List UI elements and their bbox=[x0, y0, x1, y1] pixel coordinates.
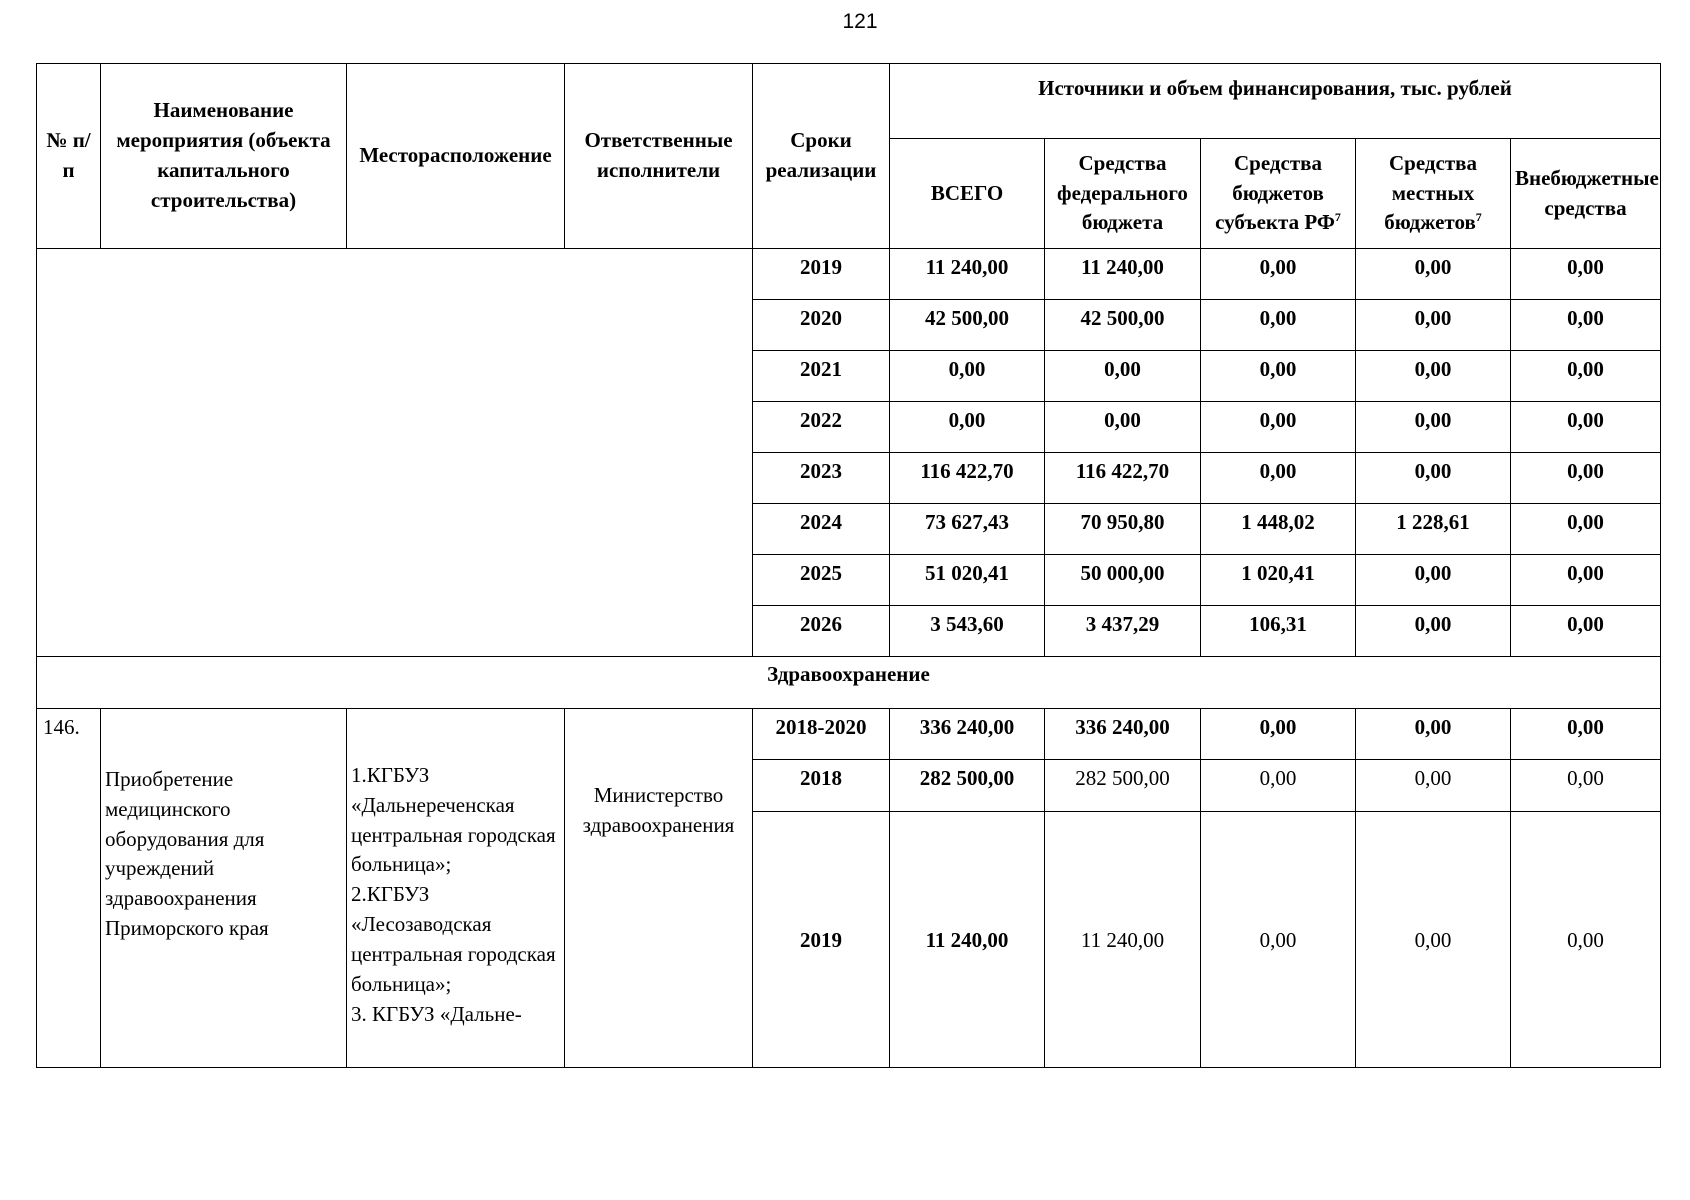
header-regional-label: Средства бюджетов субъекта РФ bbox=[1215, 150, 1335, 235]
header-local-footnote: 7 bbox=[1475, 210, 1482, 225]
header-extra: Внебюджетные средства bbox=[1511, 139, 1661, 249]
cont-year: 2022 bbox=[753, 402, 890, 453]
cont-year: 2025 bbox=[753, 555, 890, 606]
cont-regional: 0,00 bbox=[1201, 351, 1356, 402]
cont-extra: 0,00 bbox=[1511, 402, 1661, 453]
cont-regional: 1 448,02 bbox=[1201, 504, 1356, 555]
cont-total: 116 422,70 bbox=[890, 453, 1045, 504]
item-regional: 0,00 bbox=[1201, 760, 1356, 812]
item-federal: 11 240,00 bbox=[1045, 812, 1201, 1068]
item-year: 2019 bbox=[753, 812, 890, 1068]
header-period: Сроки реализации bbox=[753, 64, 890, 249]
cont-regional: 0,00 bbox=[1201, 402, 1356, 453]
cont-extra: 0,00 bbox=[1511, 606, 1661, 657]
financing-table bbox=[36, 63, 1661, 1068]
cont-total: 11 240,00 bbox=[890, 249, 1045, 300]
item-federal: 282 500,00 bbox=[1045, 760, 1201, 812]
cont-total: 0,00 bbox=[890, 351, 1045, 402]
cont-blank-cell bbox=[37, 249, 753, 657]
cont-total: 51 020,41 bbox=[890, 555, 1045, 606]
cont-regional: 106,31 bbox=[1201, 606, 1356, 657]
header-num: № п/п bbox=[37, 64, 101, 249]
cont-total: 73 627,43 bbox=[890, 504, 1045, 555]
cont-extra: 0,00 bbox=[1511, 300, 1661, 351]
header-responsible: Ответственные исполнители bbox=[565, 64, 753, 249]
cont-local: 0,00 bbox=[1356, 249, 1511, 300]
item-total: 282 500,00 bbox=[890, 760, 1045, 812]
header-local-label: Средства местных бюджетов bbox=[1384, 150, 1477, 235]
header-row-1 bbox=[37, 64, 1661, 139]
cont-year: 2024 bbox=[753, 504, 890, 555]
cont-extra: 0,00 bbox=[1511, 351, 1661, 402]
item-local: 0,00 bbox=[1356, 812, 1511, 1068]
cont-regional: 0,00 bbox=[1201, 300, 1356, 351]
cont-federal: 0,00 bbox=[1045, 402, 1201, 453]
cont-total: 42 500,00 bbox=[890, 300, 1045, 351]
section-row bbox=[37, 657, 1661, 709]
header-regional-footnote: 7 bbox=[1334, 210, 1341, 225]
item-year: 2018-2020 bbox=[753, 709, 890, 760]
cont-regional: 0,00 bbox=[1201, 453, 1356, 504]
cont-federal: 50 000,00 bbox=[1045, 555, 1201, 606]
header-federal: Средства федерального бюджета bbox=[1045, 139, 1201, 249]
item-row bbox=[37, 709, 1661, 760]
item-local: 0,00 bbox=[1356, 709, 1511, 760]
item-total: 11 240,00 bbox=[890, 812, 1045, 1068]
cont-year: 2023 bbox=[753, 453, 890, 504]
cont-year: 2021 bbox=[753, 351, 890, 402]
header-local bbox=[1356, 139, 1511, 249]
cont-federal: 70 950,80 bbox=[1045, 504, 1201, 555]
item-extra: 0,00 bbox=[1511, 709, 1661, 760]
header-name: Наименование мероприятия (объекта капитального строительства) bbox=[101, 64, 347, 249]
cont-year: 2020 bbox=[753, 300, 890, 351]
item-federal: 336 240,00 bbox=[1045, 709, 1201, 760]
cont-local: 0,00 bbox=[1356, 606, 1511, 657]
item-name: Приобретение медицинского оборудования для учреждений здравоохранения Приморского края bbox=[101, 709, 347, 1068]
cont-local: 1 228,61 bbox=[1356, 504, 1511, 555]
item-total: 336 240,00 bbox=[890, 709, 1045, 760]
cont-local: 0,00 bbox=[1356, 351, 1511, 402]
cont-federal: 116 422,70 bbox=[1045, 453, 1201, 504]
cont-federal: 3 437,29 bbox=[1045, 606, 1201, 657]
cont-federal: 11 240,00 bbox=[1045, 249, 1201, 300]
header-location: Месторасположение bbox=[347, 64, 565, 249]
header-regional bbox=[1201, 139, 1356, 249]
item-local: 0,00 bbox=[1356, 760, 1511, 812]
item-regional: 0,00 bbox=[1201, 812, 1356, 1068]
cont-year: 2026 bbox=[753, 606, 890, 657]
cont-regional: 0,00 bbox=[1201, 249, 1356, 300]
cont-extra: 0,00 bbox=[1511, 555, 1661, 606]
cont-total: 3 543,60 bbox=[890, 606, 1045, 657]
cont-federal: 0,00 bbox=[1045, 351, 1201, 402]
cont-regional: 1 020,41 bbox=[1201, 555, 1356, 606]
cont-federal: 42 500,00 bbox=[1045, 300, 1201, 351]
page-number: 121 bbox=[842, 10, 878, 33]
cont-local: 0,00 bbox=[1356, 453, 1511, 504]
cont-extra: 0,00 bbox=[1511, 504, 1661, 555]
item-regional: 0,00 bbox=[1201, 709, 1356, 760]
cont-row bbox=[37, 249, 1661, 300]
item-year: 2018 bbox=[753, 760, 890, 812]
header-sources: Источники и объем финансирования, тыс. рублей bbox=[890, 64, 1661, 139]
item-responsible: Министерство здравоохранения bbox=[565, 709, 753, 1068]
item-extra: 0,00 bbox=[1511, 812, 1661, 1068]
item-number: 146. bbox=[37, 709, 101, 1068]
item-extra: 0,00 bbox=[1511, 760, 1661, 812]
cont-local: 0,00 bbox=[1356, 300, 1511, 351]
cont-total: 0,00 bbox=[890, 402, 1045, 453]
cont-local: 0,00 bbox=[1356, 402, 1511, 453]
cont-local: 0,00 bbox=[1356, 555, 1511, 606]
item-location: 1.КГБУЗ «Дальнереченская центральная городская больница»; 2.КГБУЗ «Лесозаводская центральная городская больница»; 3. КГБУЗ «Дальне- bbox=[347, 709, 565, 1068]
header-total: ВСЕГО bbox=[890, 139, 1045, 249]
cont-extra: 0,00 bbox=[1511, 453, 1661, 504]
cont-extra: 0,00 bbox=[1511, 249, 1661, 300]
cont-year: 2019 bbox=[753, 249, 890, 300]
section-title: Здравоохранение bbox=[37, 657, 1661, 709]
